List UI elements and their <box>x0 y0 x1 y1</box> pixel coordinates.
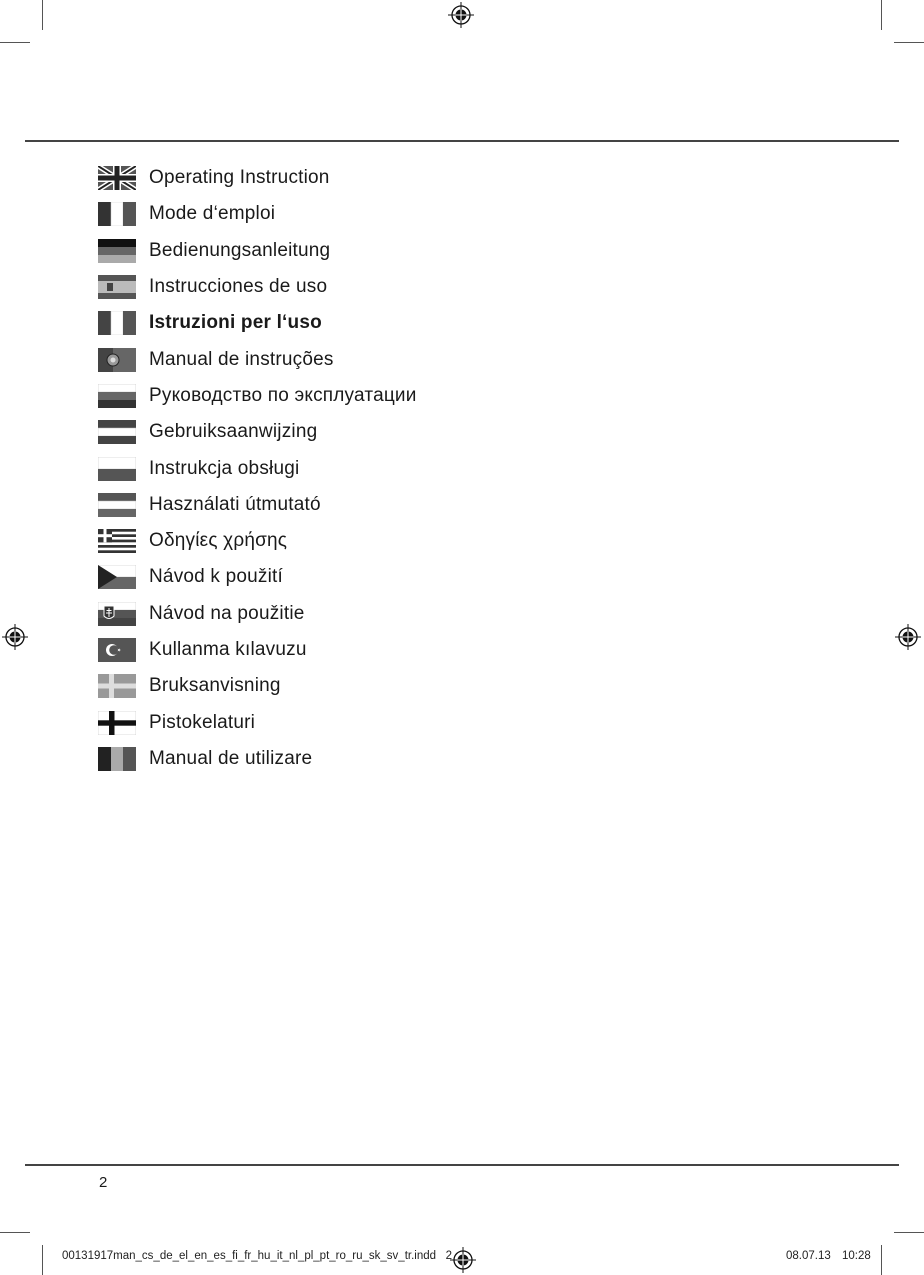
language-label: Bedienungsanleitung <box>149 239 331 261</box>
czech-flag-icon <box>98 565 136 589</box>
language-label: Operating Instruction <box>149 167 330 189</box>
language-item-fi <box>98 704 417 740</box>
language-item-ro <box>98 741 417 777</box>
language-label: Istruzioni per l‘uso <box>149 312 322 334</box>
language-item-ru <box>98 378 417 414</box>
greece-flag-icon <box>98 529 136 553</box>
language-label: Kullanma kılavuzu <box>149 639 307 660</box>
language-item-de <box>98 233 417 269</box>
russia-flag-icon <box>98 384 136 408</box>
top-rule <box>25 140 899 142</box>
spain-flag-icon <box>98 275 136 299</box>
language-item-pt <box>98 341 417 377</box>
crop-mark-top-left-v <box>42 0 43 30</box>
crop-mark-bottom-right-v <box>881 1245 882 1275</box>
language-item-en <box>98 160 417 196</box>
registration-mark-icon <box>448 2 474 28</box>
language-label: Manual de instruções <box>149 348 334 370</box>
language-label: Bruksanvisning <box>149 675 281 697</box>
language-item-es <box>98 269 417 305</box>
language-item-nl <box>98 414 417 450</box>
language-label: Οδηγίες χρήσης <box>149 530 288 552</box>
crop-mark-bottom-left-v <box>42 1245 43 1275</box>
slovakia-flag-icon <box>98 602 136 626</box>
footer-sheet-number: 2 <box>445 1250 453 1262</box>
footer-filename-text: 00131917man_cs_de_el_en_es_fi_fr_hu_it_nl_pl_pt_ro_ru_sk_sv_tr.indd <box>62 1250 437 1262</box>
language-label: Mode d‘emploi <box>149 203 276 225</box>
turkey-flag-icon <box>98 638 136 662</box>
portugal-flag-icon <box>98 348 136 372</box>
language-label: Pistokelaturi <box>149 711 256 733</box>
language-item-pl <box>98 450 417 486</box>
language-item-tr <box>98 632 417 668</box>
language-label: Руководство по эксплуатации <box>149 384 417 406</box>
registration-mark-icon <box>450 1247 476 1273</box>
bottom-rule <box>25 1164 899 1166</box>
language-label: Manual de utilizare <box>149 747 313 769</box>
language-item-el <box>98 523 417 559</box>
language-item-it <box>98 305 417 341</box>
language-item-sk <box>98 596 417 632</box>
language-label: Návod na použitie <box>149 602 305 624</box>
language-item-cs <box>98 559 417 595</box>
language-label: Instrukcja obsługi <box>149 457 300 479</box>
language-label: Gebruiksaanwijzing <box>149 421 318 443</box>
language-label: Instrucciones de uso <box>149 276 328 298</box>
footer-date: 08.07.13 <box>786 1250 831 1262</box>
netherlands-flag-icon <box>98 420 136 444</box>
page-number: 2 <box>99 1174 108 1191</box>
romania-flag-icon <box>98 747 136 771</box>
finland-flag-icon <box>98 711 136 735</box>
registration-mark-icon <box>2 624 28 650</box>
crop-mark-bottom-left-h <box>0 1232 30 1233</box>
language-item-sv <box>98 668 417 704</box>
sweden-flag-icon <box>98 674 136 698</box>
footer-filename <box>62 1250 452 1262</box>
crop-mark-top-left-h <box>0 42 30 43</box>
footer-time: 10:28 <box>842 1250 871 1262</box>
germany-flag-icon <box>98 239 136 263</box>
poland-flag-icon <box>98 457 136 481</box>
uk-flag-icon <box>98 166 136 190</box>
language-item-hu <box>98 487 417 523</box>
crop-mark-bottom-right-h <box>894 1232 924 1233</box>
language-list <box>98 160 417 777</box>
france-flag-icon <box>98 202 136 226</box>
hungary-flag-icon <box>98 493 136 517</box>
language-item-fr <box>98 196 417 232</box>
registration-mark-icon <box>895 624 921 650</box>
crop-mark-top-right-h <box>894 42 924 43</box>
language-label: Használati útmutató <box>149 493 321 515</box>
italy-flag-icon <box>98 311 136 335</box>
language-label: Návod k použití <box>149 566 283 588</box>
crop-mark-top-right-v <box>881 0 882 30</box>
